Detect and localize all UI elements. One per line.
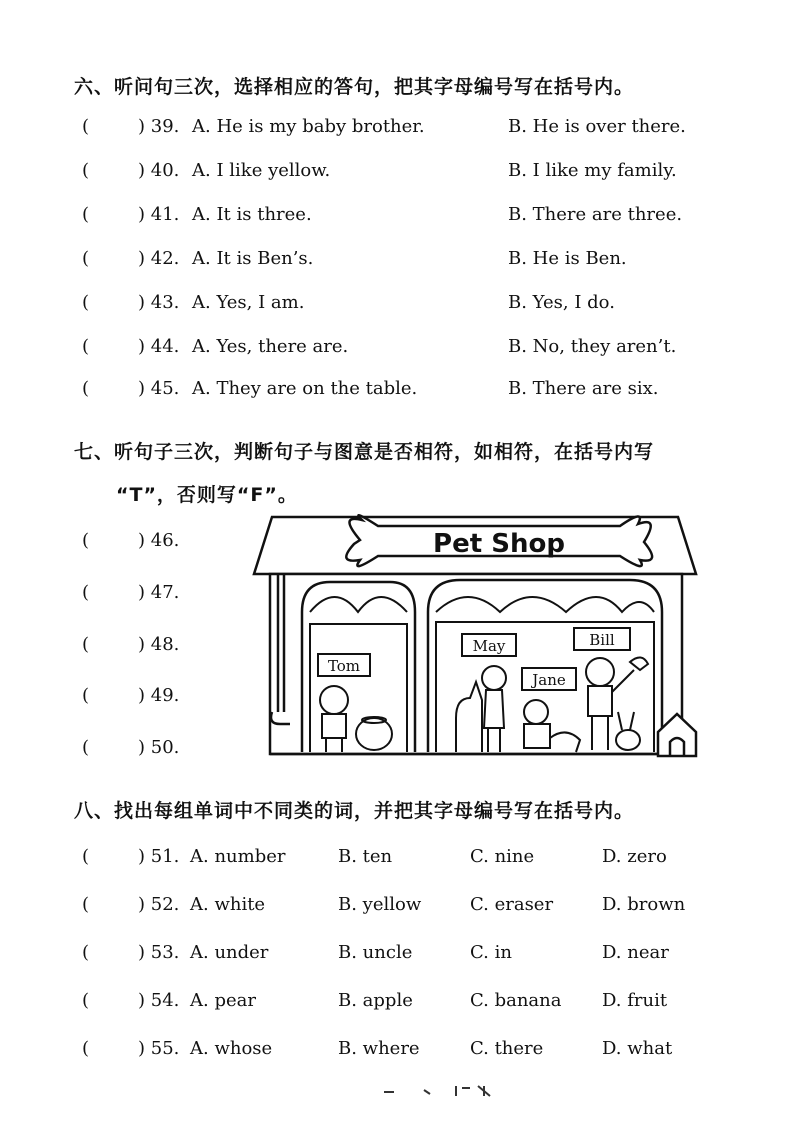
option-b: B. yellow — [338, 894, 422, 915]
answer-paren[interactable]: ( — [82, 846, 90, 867]
option-d: D. brown — [602, 894, 686, 915]
answer-paren[interactable]: ( — [82, 685, 90, 706]
option-d: D. near — [602, 942, 669, 963]
question-number: ) 44. — [138, 336, 180, 357]
option-c: C. in — [470, 942, 512, 963]
section7-heading-line1: 七、听句子三次，判断句子与图意是否相符，如相符，在括号内写 — [74, 441, 655, 463]
answer-paren[interactable]: ( — [82, 336, 90, 357]
option-a: A. number — [190, 846, 286, 867]
option-b: B. He is over there. — [508, 116, 686, 137]
option-b: B. There are three. — [508, 204, 683, 225]
section7-heading-line2: “T”，否则写“F”。 — [116, 484, 298, 506]
option-b: B. He is Ben. — [508, 248, 627, 269]
answer-paren[interactable]: ( — [82, 378, 90, 399]
dog-kennel — [652, 710, 702, 760]
question-39 — [0, 116, 794, 146]
question-53 — [0, 942, 794, 972]
question-43 — [0, 292, 794, 322]
answer-paren[interactable]: ( — [82, 894, 90, 915]
question-number: ) 50. — [138, 737, 180, 758]
option-c: C. there — [470, 1038, 544, 1059]
option-d: D. zero — [602, 846, 667, 867]
option-a: A. He is my baby brother. — [192, 116, 425, 137]
question-40 — [0, 160, 794, 190]
option-b: B. There are six. — [508, 378, 659, 399]
question-number: ) 41. — [138, 204, 180, 225]
answer-paren[interactable]: ( — [82, 942, 90, 963]
answer-paren[interactable]: ( — [82, 582, 90, 603]
option-b: B. uncle — [338, 942, 413, 963]
question-number: ) 45. — [138, 378, 180, 399]
question-number: ) 54. — [138, 990, 180, 1011]
option-c: C. eraser — [470, 894, 554, 915]
answer-paren[interactable]: ( — [82, 204, 90, 225]
option-b: B. ten — [338, 846, 393, 867]
question-number: ) 55. — [138, 1038, 180, 1059]
answer-paren[interactable]: ( — [82, 737, 90, 758]
question-52 — [0, 894, 794, 924]
option-a: A. whose — [190, 1038, 273, 1059]
option-b: B. Yes, I do. — [508, 292, 615, 313]
option-b: B. No, they aren’t. — [508, 336, 677, 357]
question-number: ) 43. — [138, 292, 180, 313]
question-number: ) 48. — [138, 634, 180, 655]
option-a: A. pear — [190, 990, 256, 1011]
pet-shop-picture — [250, 512, 706, 772]
answer-paren[interactable]: ( — [82, 292, 90, 313]
option-a: A. I like yellow. — [192, 160, 331, 181]
option-a: A. Yes, I am. — [192, 292, 305, 313]
label-may: May — [472, 637, 506, 655]
section8-heading: 八、找出每组单词中不同类的词，并把其字母编号写在括号内。 — [74, 800, 635, 822]
answer-paren[interactable]: ( — [82, 990, 90, 1011]
label-jane: Jane — [532, 671, 566, 689]
option-b: B. apple — [338, 990, 413, 1011]
option-a: A. under — [190, 942, 269, 963]
label-tom: Tom — [327, 657, 361, 675]
option-a: A. They are on the table. — [192, 378, 418, 399]
question-number: ) 42. — [138, 248, 180, 269]
answer-paren[interactable]: ( — [82, 116, 90, 137]
question-55 — [0, 1038, 794, 1068]
answer-paren[interactable]: ( — [82, 634, 90, 655]
question-number: ) 52. — [138, 894, 180, 915]
question-number: ) 51. — [138, 846, 180, 867]
option-c: C. nine — [470, 846, 535, 867]
question-54 — [0, 990, 794, 1020]
option-b: B. where — [338, 1038, 420, 1059]
question-45 — [0, 378, 794, 408]
shop-sign-text: Pet Shop — [433, 529, 565, 559]
label-bill: Bill — [589, 631, 615, 649]
question-51 — [0, 846, 794, 876]
option-a: A. white — [190, 894, 266, 915]
option-d: D. fruit — [602, 990, 668, 1011]
option-d: D. what — [602, 1038, 673, 1059]
question-number: ) 49. — [138, 685, 180, 706]
question-number: ) 39. — [138, 116, 180, 137]
answer-paren[interactable]: ( — [82, 530, 90, 551]
footer-page-mark — [378, 1082, 518, 1098]
question-number: ) 40. — [138, 160, 180, 181]
answer-paren[interactable]: ( — [82, 1038, 90, 1059]
option-c: C. banana — [470, 990, 562, 1011]
answer-paren[interactable]: ( — [82, 248, 90, 269]
option-a: A. Yes, there are. — [192, 336, 349, 357]
question-number: ) 46. — [138, 530, 180, 551]
option-a: A. It is three. — [192, 204, 312, 225]
question-42 — [0, 248, 794, 278]
option-b: B. I like my family. — [508, 160, 677, 181]
question-44 — [0, 336, 794, 366]
question-number: ) 47. — [138, 582, 180, 603]
fish-bowl — [356, 717, 392, 750]
question-number: ) 53. — [138, 942, 180, 963]
section6-heading: 六、听问句三次，选择相应的答句，把其字母编号写在括号内。 — [74, 76, 635, 98]
option-a: A. It is Ben’s. — [192, 248, 314, 269]
question-41 — [0, 204, 794, 234]
answer-paren[interactable]: ( — [82, 160, 90, 181]
